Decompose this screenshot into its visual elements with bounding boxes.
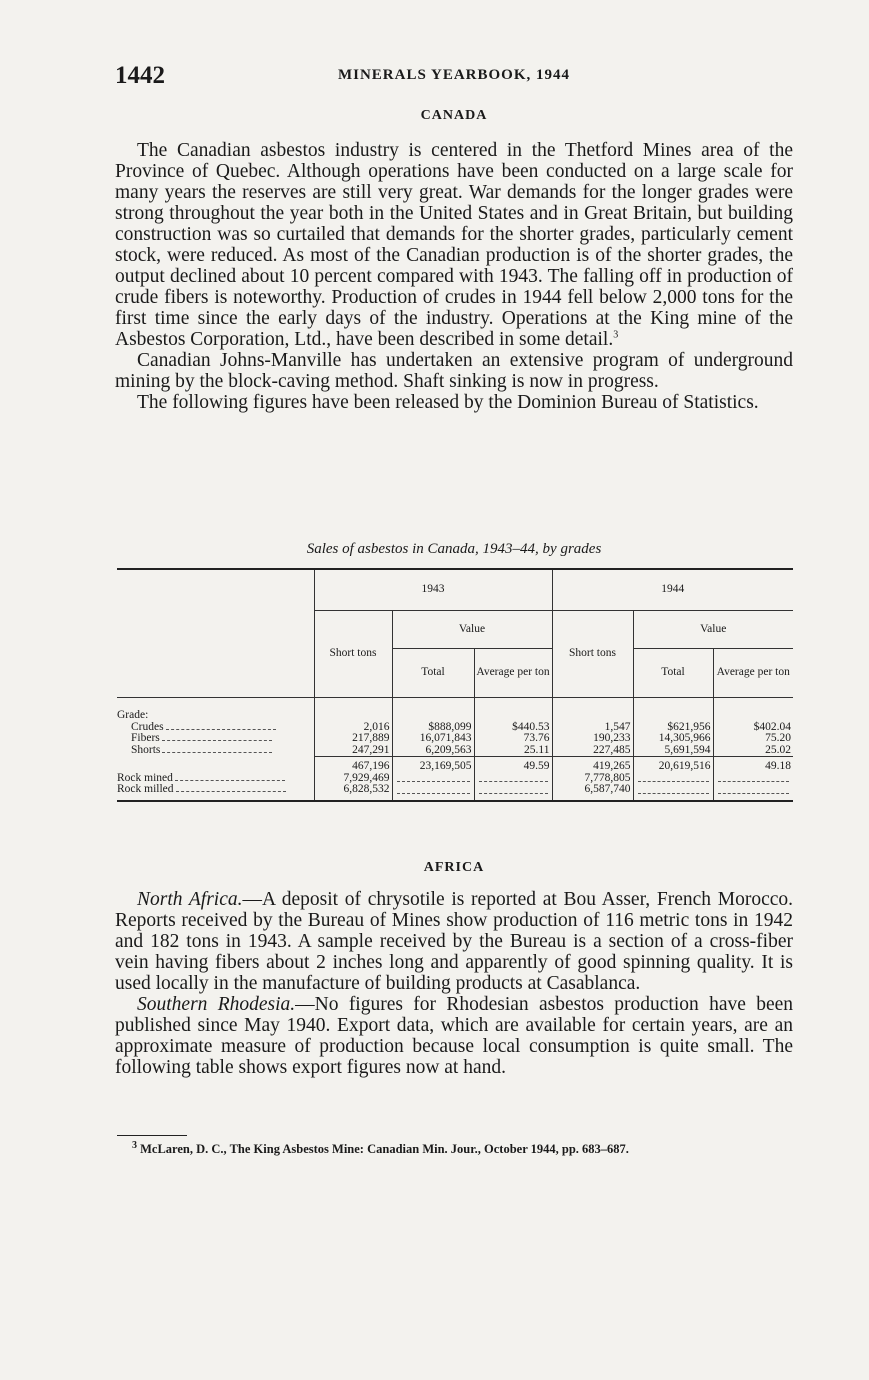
average-header: Average per ton — [713, 649, 793, 698]
row-label: Rock mined — [117, 773, 314, 785]
sales-table — [117, 568, 793, 802]
cell: 467,196 — [314, 757, 392, 773]
cell: 190,233 — [552, 733, 633, 745]
paragraph — [115, 994, 793, 1078]
totals-row — [117, 757, 793, 773]
paragraph-lead: Southern Rhodesia. — [137, 994, 296, 1015]
footnote-rule — [117, 1135, 187, 1136]
paragraph-text: —A deposit of chrysotile is reported at Bou Asser, French Morocco. Reports received by the Bureau of Mines show production of 116 metric tons in 1942 and 182 tons in 1943. A sample received by the Bureau is a section of a cross-fiber vein having fibers about 2 inches long and apparently of good spinning quality. It is used locally in the manufacture of building products at Casablanca. — [115, 889, 793, 994]
paragraph-text: —No figures for Rhodesian asbestos production have been published since May 1940. Export data, which are available for certain years, are an approximate measure of production because local consumption is quite small. The following table shows export figures now at hand. — [115, 994, 793, 1078]
cell: 217,889 — [314, 733, 392, 745]
table-row — [117, 784, 793, 801]
footnote — [132, 1139, 792, 1157]
paragraph — [115, 889, 793, 994]
cell: 25.11 — [474, 745, 552, 757]
year-header-1944: 1944 — [552, 569, 793, 611]
cell: 25.02 — [713, 745, 793, 757]
cell: 6,587,740 — [552, 784, 633, 801]
value-header: Value — [392, 611, 552, 649]
canada-body — [115, 140, 793, 413]
year-header-1943: 1943 — [314, 569, 552, 611]
africa-body — [115, 889, 793, 1078]
table-row — [117, 698, 793, 722]
cell: $402.04 — [713, 722, 793, 734]
paragraph: Canadian Johns-Manville has undertaken an extensive program of underground mining by the block-caving method. Shaft sinking is now in progress. — [115, 350, 793, 392]
paragraph: The following figures have been released by the Dominion Bureau of Statistics. — [137, 392, 759, 413]
table-row — [117, 733, 793, 745]
section-heading-canada: CANADA — [420, 108, 488, 123]
row-label: Crudes — [117, 722, 314, 734]
row-label: Shorts — [117, 745, 314, 757]
row-label: Rock milled — [117, 784, 314, 801]
cell: $888,099 — [392, 722, 474, 734]
grade-column-header — [117, 569, 314, 698]
cell: 247,291 — [314, 745, 392, 757]
paragraph-text: The Canadian asbestos industry is centered in the Thetford Mines area of the Province of Quebec. Although operations have been conducted on a large scale for many years the reserves are still very great. War demands for the longer grades were strong throughout the year both in the United States and in Great Britain, but building construction was so curtailed that demands for the shorter grades, particularly cement stock, were reduced. As most of the Canadian production is of the shorter grades, the output declined about 10 percent compared with 1943. The falling off in production of crude fibers is noteworthy. Production of crudes in 1944 fell below 2,000 tons for the first time since the early days of the industry. Operations at the King mine of the Asbestos Corporation, Ltd., have been described in some detail. — [115, 140, 793, 350]
cell: $440.53 — [474, 722, 552, 734]
footnote-ref: 3 — [613, 329, 619, 341]
short-tons-header: Short tons — [552, 611, 633, 698]
value-header: Value — [633, 611, 793, 649]
paragraph-lead: North Africa. — [137, 889, 243, 910]
page-number: 1442 — [115, 62, 165, 89]
cell: 49.18 — [713, 757, 793, 773]
cell: 16,071,843 — [392, 733, 474, 745]
paragraph — [115, 140, 793, 350]
cell: 7,778,805 — [552, 773, 633, 785]
cell: 73.76 — [474, 733, 552, 745]
footnote-mark: 3 — [132, 1139, 137, 1151]
section-heading-africa: AFRICA — [423, 860, 485, 875]
running-head — [115, 62, 793, 92]
cell: 49.59 — [474, 757, 552, 773]
average-header: Average per ton — [474, 649, 552, 698]
cell: 5,691,594 — [633, 745, 713, 757]
cell: 20,619,516 — [633, 757, 713, 773]
cell: $621,956 — [633, 722, 713, 734]
cell: 6,209,563 — [392, 745, 474, 757]
cell: 1,547 — [552, 722, 633, 734]
cell: 6,828,532 — [314, 784, 392, 801]
row-label: Fibers — [117, 733, 314, 745]
running-title: MINERALS YEARBOOK, 1944 — [337, 67, 571, 83]
cell: 419,265 — [552, 757, 633, 773]
table-caption: Sales of asbestos in Canada, 1943–44, by grades — [306, 541, 602, 557]
cell: 7,929,469 — [314, 773, 392, 785]
total-header: Total — [392, 649, 474, 698]
total-header: Total — [633, 649, 713, 698]
cell: 227,485 — [552, 745, 633, 757]
table-row — [117, 745, 793, 757]
footnote-text: McLaren, D. C., The King Asbestos Mine: Canadian Min. Jour., October 1944, pp. 683–687. — [137, 1142, 629, 1156]
cell: 14,305,966 — [633, 733, 713, 745]
cell: 75.20 — [713, 733, 793, 745]
cell: 2,016 — [314, 722, 392, 734]
grade-label: Grade: — [117, 709, 149, 721]
table-row — [117, 773, 793, 785]
short-tons-header: Short tons — [314, 611, 392, 698]
cell: 23,169,505 — [392, 757, 474, 773]
